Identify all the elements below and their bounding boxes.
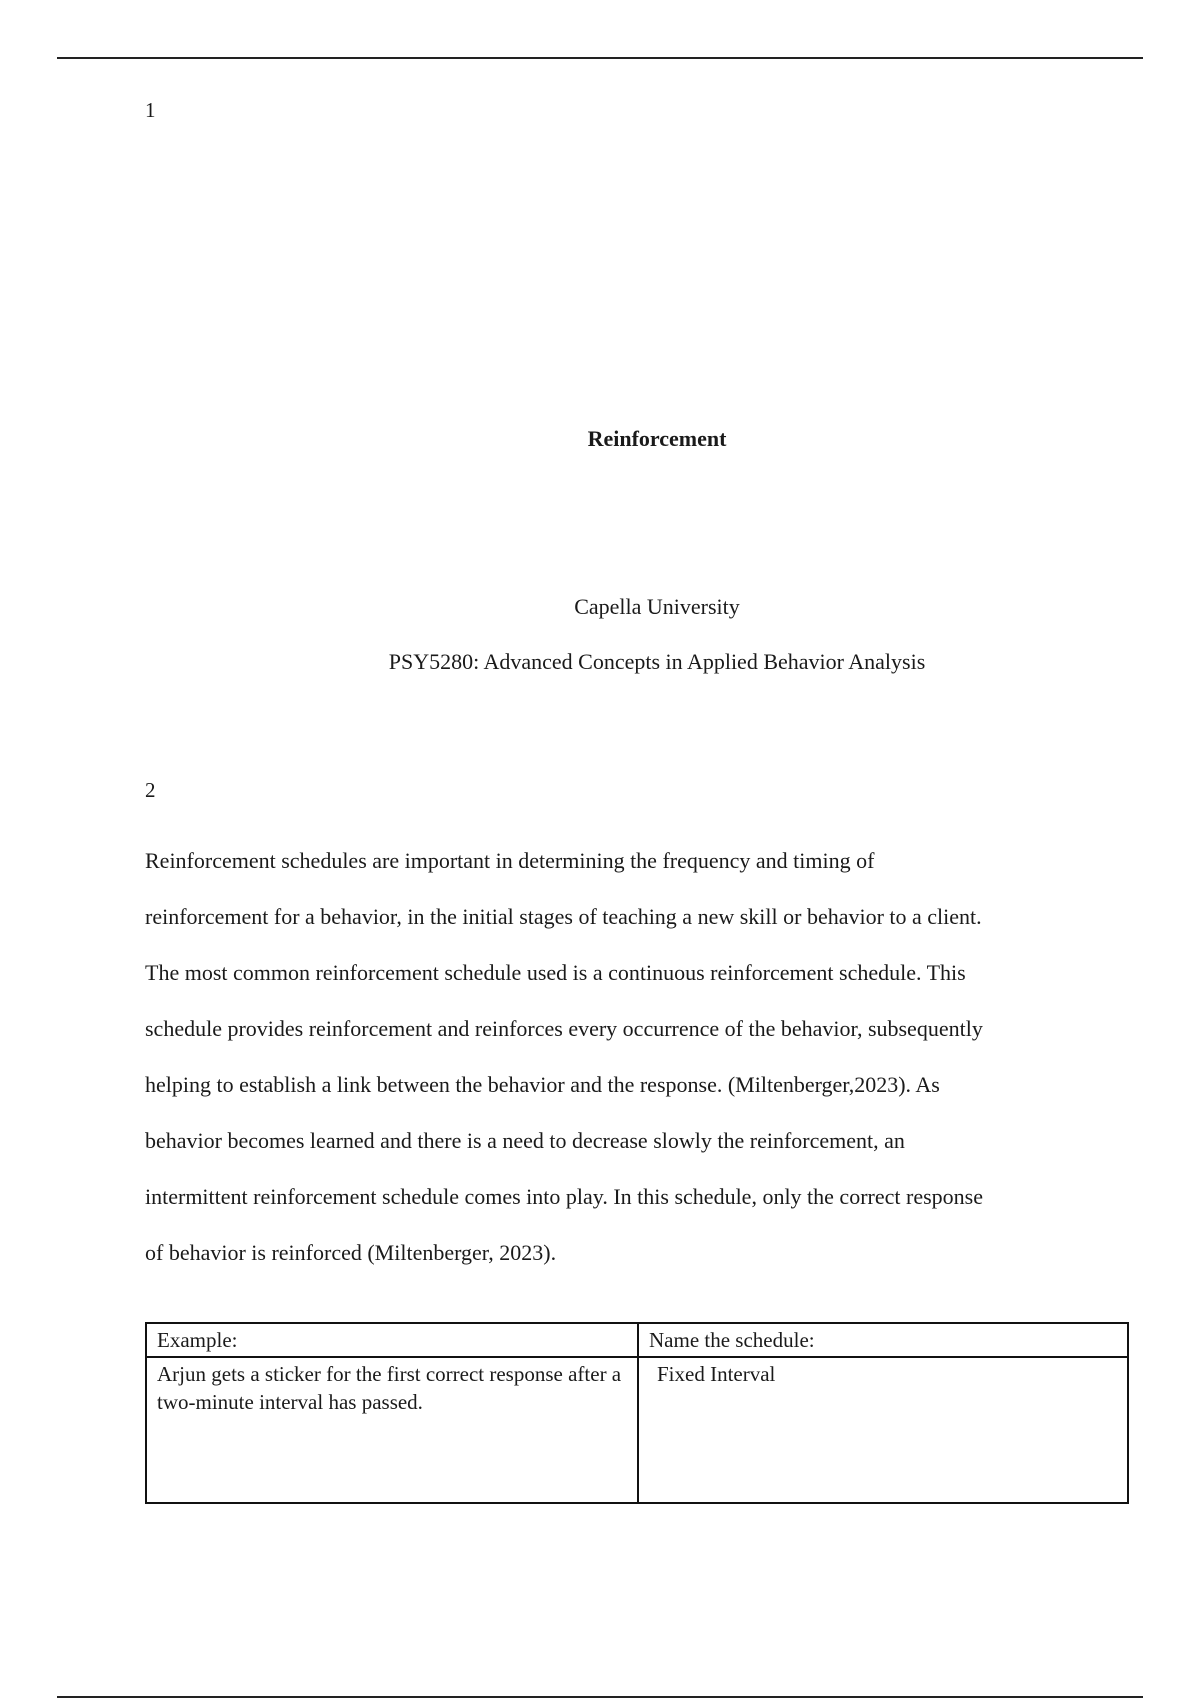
page-number-2: 2 <box>145 778 156 802</box>
body-paragraph <box>145 844 1085 1292</box>
paragraph-line: Reinforcement schedules are important in determining the frequency and timing of <box>145 848 875 873</box>
cell-schedule-answer: Fixed Interval <box>638 1357 1128 1503</box>
header-schedule: Name the schedule: <box>638 1323 1128 1357</box>
header-example: Example: <box>146 1323 638 1357</box>
cell-example: Arjun gets a sticker for the first correct response after a two-minute interval has passed. <box>146 1357 638 1503</box>
paragraph-line: schedule provides reinforcement and reinforces every occurrence of the behavior, subsequently <box>145 1016 983 1041</box>
page-title: Reinforcement <box>587 426 727 451</box>
paragraph-line: reinforcement for a behavior, in the initial stages of teaching a new skill or behavior to a client. <box>145 904 982 929</box>
table-row <box>146 1357 1128 1503</box>
bottom-page-border <box>57 1696 1143 1698</box>
top-page-border <box>57 57 1143 59</box>
institution-name: Capella University <box>574 594 740 619</box>
schedule-table <box>145 1322 1129 1504</box>
table-header-row <box>146 1323 1128 1357</box>
paragraph-line: of behavior is reinforced (Miltenberger, 2023). <box>145 1240 557 1265</box>
paragraph-line: behavior becomes learned and there is a need to decrease slowly the reinforcement, an <box>145 1128 905 1153</box>
paragraph-line: The most common reinforcement schedule used is a continuous reinforcement schedule. This <box>145 960 966 985</box>
page-number-1: 1 <box>145 98 156 122</box>
paragraph-line: helping to establish a link between the behavior and the response. (Miltenberger,2023). As <box>145 1072 940 1097</box>
paragraph-line: intermittent reinforcement schedule comes into play. In this schedule, only the correct response <box>145 1184 983 1209</box>
course-name: PSY5280: Advanced Concepts in Applied Behavior Analysis <box>388 649 926 674</box>
